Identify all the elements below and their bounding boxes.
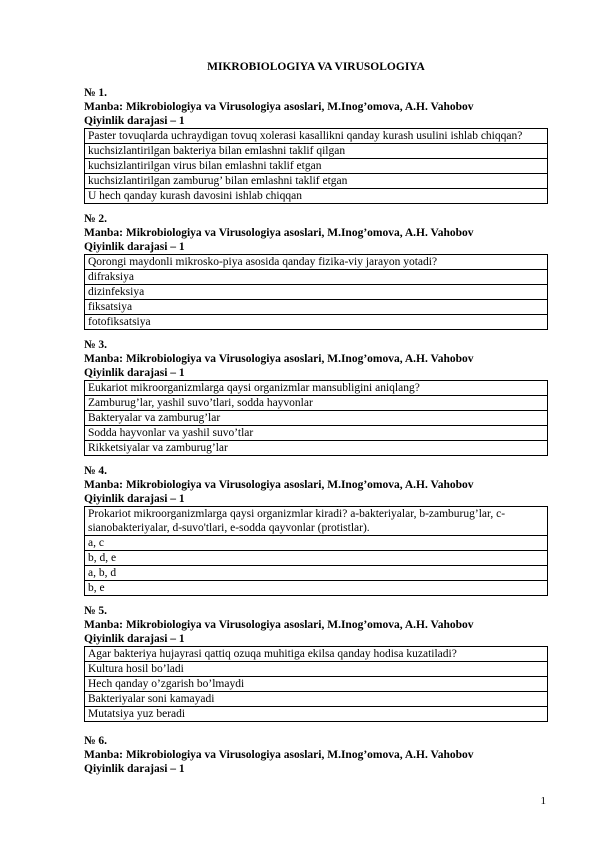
- question-number: № 1.: [84, 87, 108, 99]
- question-table: [84, 254, 548, 330]
- question-block-3: [84, 338, 548, 456]
- question-text: Prokariot mikroorganizmlarga qaysi organizmlar kiradi? a-bakteriyalar, b-zamburug’lar, c-sianobakteriyalar, d-suvo'tlari, e-sodda qayvonlar (protistlar).: [85, 507, 548, 536]
- answer-option: b, d, e: [85, 551, 548, 566]
- question-difficulty: Qiyinlik darajasi – 1: [84, 241, 185, 253]
- question-header: [84, 464, 548, 506]
- answer-option: fotofiksatsiya: [85, 315, 548, 330]
- answer-option: b, e: [85, 581, 548, 596]
- answer-option: a, c: [85, 536, 548, 551]
- question-table: [84, 506, 548, 596]
- question-number: № 5.: [84, 605, 108, 617]
- question-text: Paster tovuqlarda uchraydigan tovuq xolerasi kasallikni qanday kurash usulini ishlab chiqqan?: [85, 129, 548, 144]
- question-header: [84, 212, 548, 254]
- question-source: Manba: Mikrobiologiya va Virusologiya asoslari, M.Inog’omova, A.H. Vahobov: [84, 227, 474, 239]
- question-number: № 2.: [84, 213, 108, 225]
- answer-option: U hech qanday kurash davosini ishlab chiqqan: [85, 189, 548, 204]
- question-block-1: [84, 86, 548, 204]
- answer-option: kuchsizlantirilgan bakteriya bilan emlashni taklif qilgan: [85, 144, 548, 159]
- answer-option: fiksatsiya: [85, 300, 548, 315]
- question-table: [84, 646, 548, 722]
- answer-option: Kultura hosil bo’ladi: [85, 662, 548, 677]
- page-number: 1: [540, 795, 546, 807]
- question-block-4: [84, 464, 548, 596]
- question-table: [84, 128, 548, 204]
- question-text: Qorongi maydonli mikrosko-piya asosida qanday fizika-viy jarayon yotadi?: [85, 255, 548, 270]
- question-source: Manba: Mikrobiologiya va Virusologiya asoslari, M.Inog’omova, A.H. Vahobov: [84, 353, 474, 365]
- question-source: Manba: Mikrobiologiya va Virusologiya asoslari, M.Inog’omova, A.H. Vahobov: [84, 101, 474, 113]
- answer-option: dizinfeksiya: [85, 285, 548, 300]
- answer-option: kuchsizlantirilgan virus bilan emlashni taklif etgan: [85, 159, 548, 174]
- answer-option: Hech qanday o’zgarish bo’lmaydi: [85, 677, 548, 692]
- question-block-2: [84, 212, 548, 330]
- question-difficulty: Qiyinlik darajasi – 1: [84, 493, 185, 505]
- question-source: Manba: Mikrobiologiya va Virusologiya asoslari, M.Inog’omova, A.H. Vahobov: [84, 619, 474, 631]
- question-header: [84, 86, 548, 128]
- question-header: [84, 604, 548, 646]
- answer-option: Rikketsiyalar va zamburug’lar: [85, 441, 548, 456]
- question-source: Manba: Mikrobiologiya va Virusologiya asoslari, M.Inog’omova, A.H. Vahobov: [84, 749, 474, 761]
- answer-option: Sodda hayvonlar va yashil suvo’tlar: [85, 426, 548, 441]
- answer-option: Bakteryalar va zamburug’lar: [85, 411, 548, 426]
- answer-option: Mutatsiya yuz beradi: [85, 707, 548, 722]
- question-table: [84, 380, 548, 456]
- question-header: [84, 338, 548, 380]
- answer-option: a, b, d: [85, 566, 548, 581]
- question-text: Eukariot mikroorganizmlarga qaysi organizmlar mansubligini aniqlang?: [85, 381, 548, 396]
- question-difficulty: Qiyinlik darajasi – 1: [84, 367, 185, 379]
- answer-option: kuchsizlantirilgan zamburug’ bilan emlashni taklif etgan: [85, 174, 548, 189]
- question-difficulty: Qiyinlik darajasi – 1: [84, 633, 185, 645]
- question-difficulty: Qiyinlik darajasi – 1: [84, 763, 185, 775]
- question-text: Agar bakteriya hujayrasi qattiq ozuqa muhitiga ekilsa qanday hodisa kuzatiladi?: [85, 647, 548, 662]
- question-number: № 6.: [84, 735, 108, 747]
- question-source: Manba: Mikrobiologiya va Virusologiya asoslari, M.Inog’omova, A.H. Vahobov: [84, 479, 474, 491]
- question-header: [84, 734, 548, 776]
- question-block-5: [84, 604, 548, 722]
- question-number: № 4.: [84, 465, 108, 477]
- question-number: № 3.: [84, 339, 108, 351]
- question-block-6: [84, 734, 548, 776]
- answer-option: difraksiya: [85, 270, 548, 285]
- answer-option: Bakteriyalar soni kamayadi: [85, 692, 548, 707]
- document-title: MIKROBIOLOGIYA VA VIRUSOLOGIYA: [207, 61, 425, 73]
- answer-option: Zamburug’lar, yashil suvo’tlari, sodda hayvonlar: [85, 396, 548, 411]
- question-difficulty: Qiyinlik darajasi – 1: [84, 115, 185, 127]
